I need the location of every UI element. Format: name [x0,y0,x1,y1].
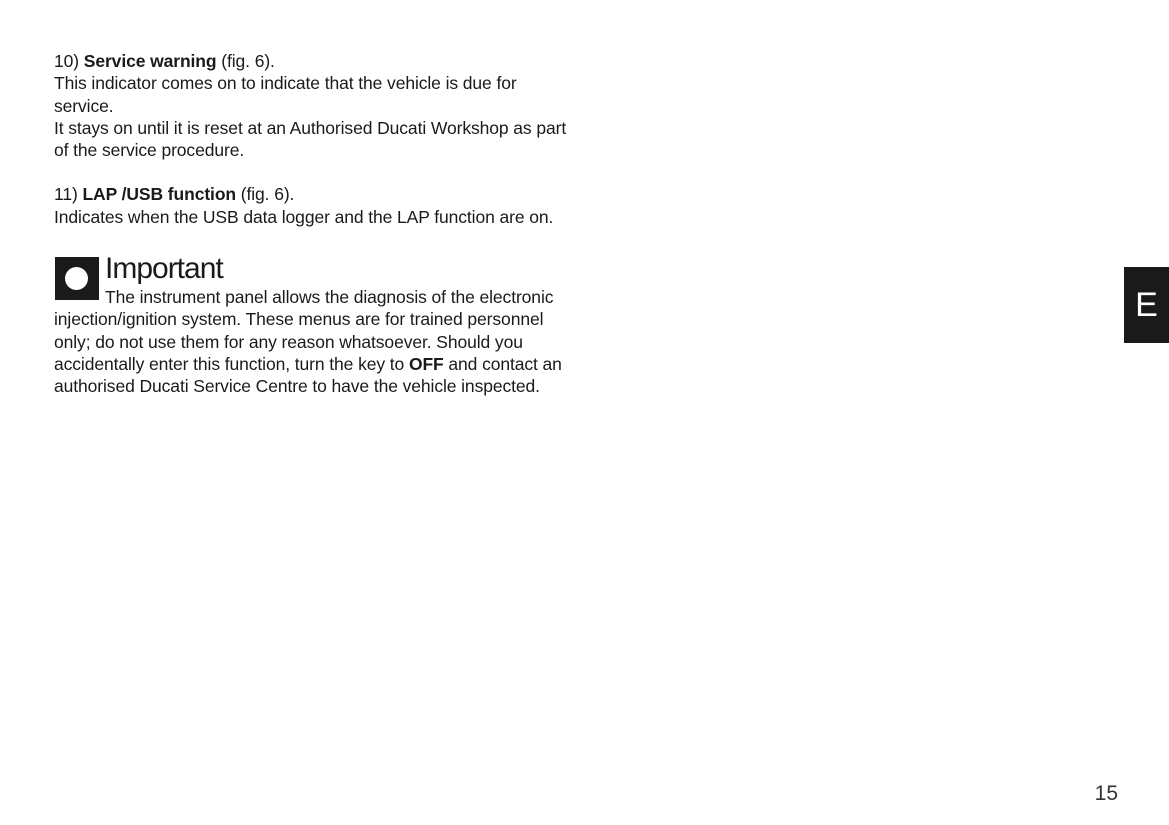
important-icon [55,257,99,300]
figure-reference: (fig. 6). [240,184,295,205]
page-number: 15 [1094,782,1118,805]
section-title: Service warning [83,51,217,71]
section-lap-usb-function [54,183,574,228]
text-column [54,50,574,398]
important-note [54,252,574,397]
section-tab-e: E [1124,267,1169,343]
section-service-warning [54,50,574,161]
paragraph: It stays on until it is reset at an Authorised Ducati Workshop as part of the service procedure. [54,117,567,161]
section-number: 10) [54,51,79,71]
section-heading [54,183,574,205]
section-heading [54,50,574,72]
paragraph: Indicates when the USB data logger and the LAP function are on. [54,206,554,227]
figure-reference: (fig. 6). [221,51,275,71]
important-title: Important [105,252,223,286]
section-title: LAP /USB function [82,184,236,205]
important-text: The instrument panel allows the diagnosis of the electronic injection/ignition system. These menus are for trained personnel only; do not use them for any reason whatsoever. Should you accidentally enter this function, turn the key to OFF and contact an authorised Ducati Service Centre to have the vehicle inspected. [54,287,562,397]
bold-off: OFF [408,353,444,374]
section-number: 11) [54,184,78,205]
paragraph: This indicator comes on to indicate that the vehicle is due for service. [54,73,517,116]
